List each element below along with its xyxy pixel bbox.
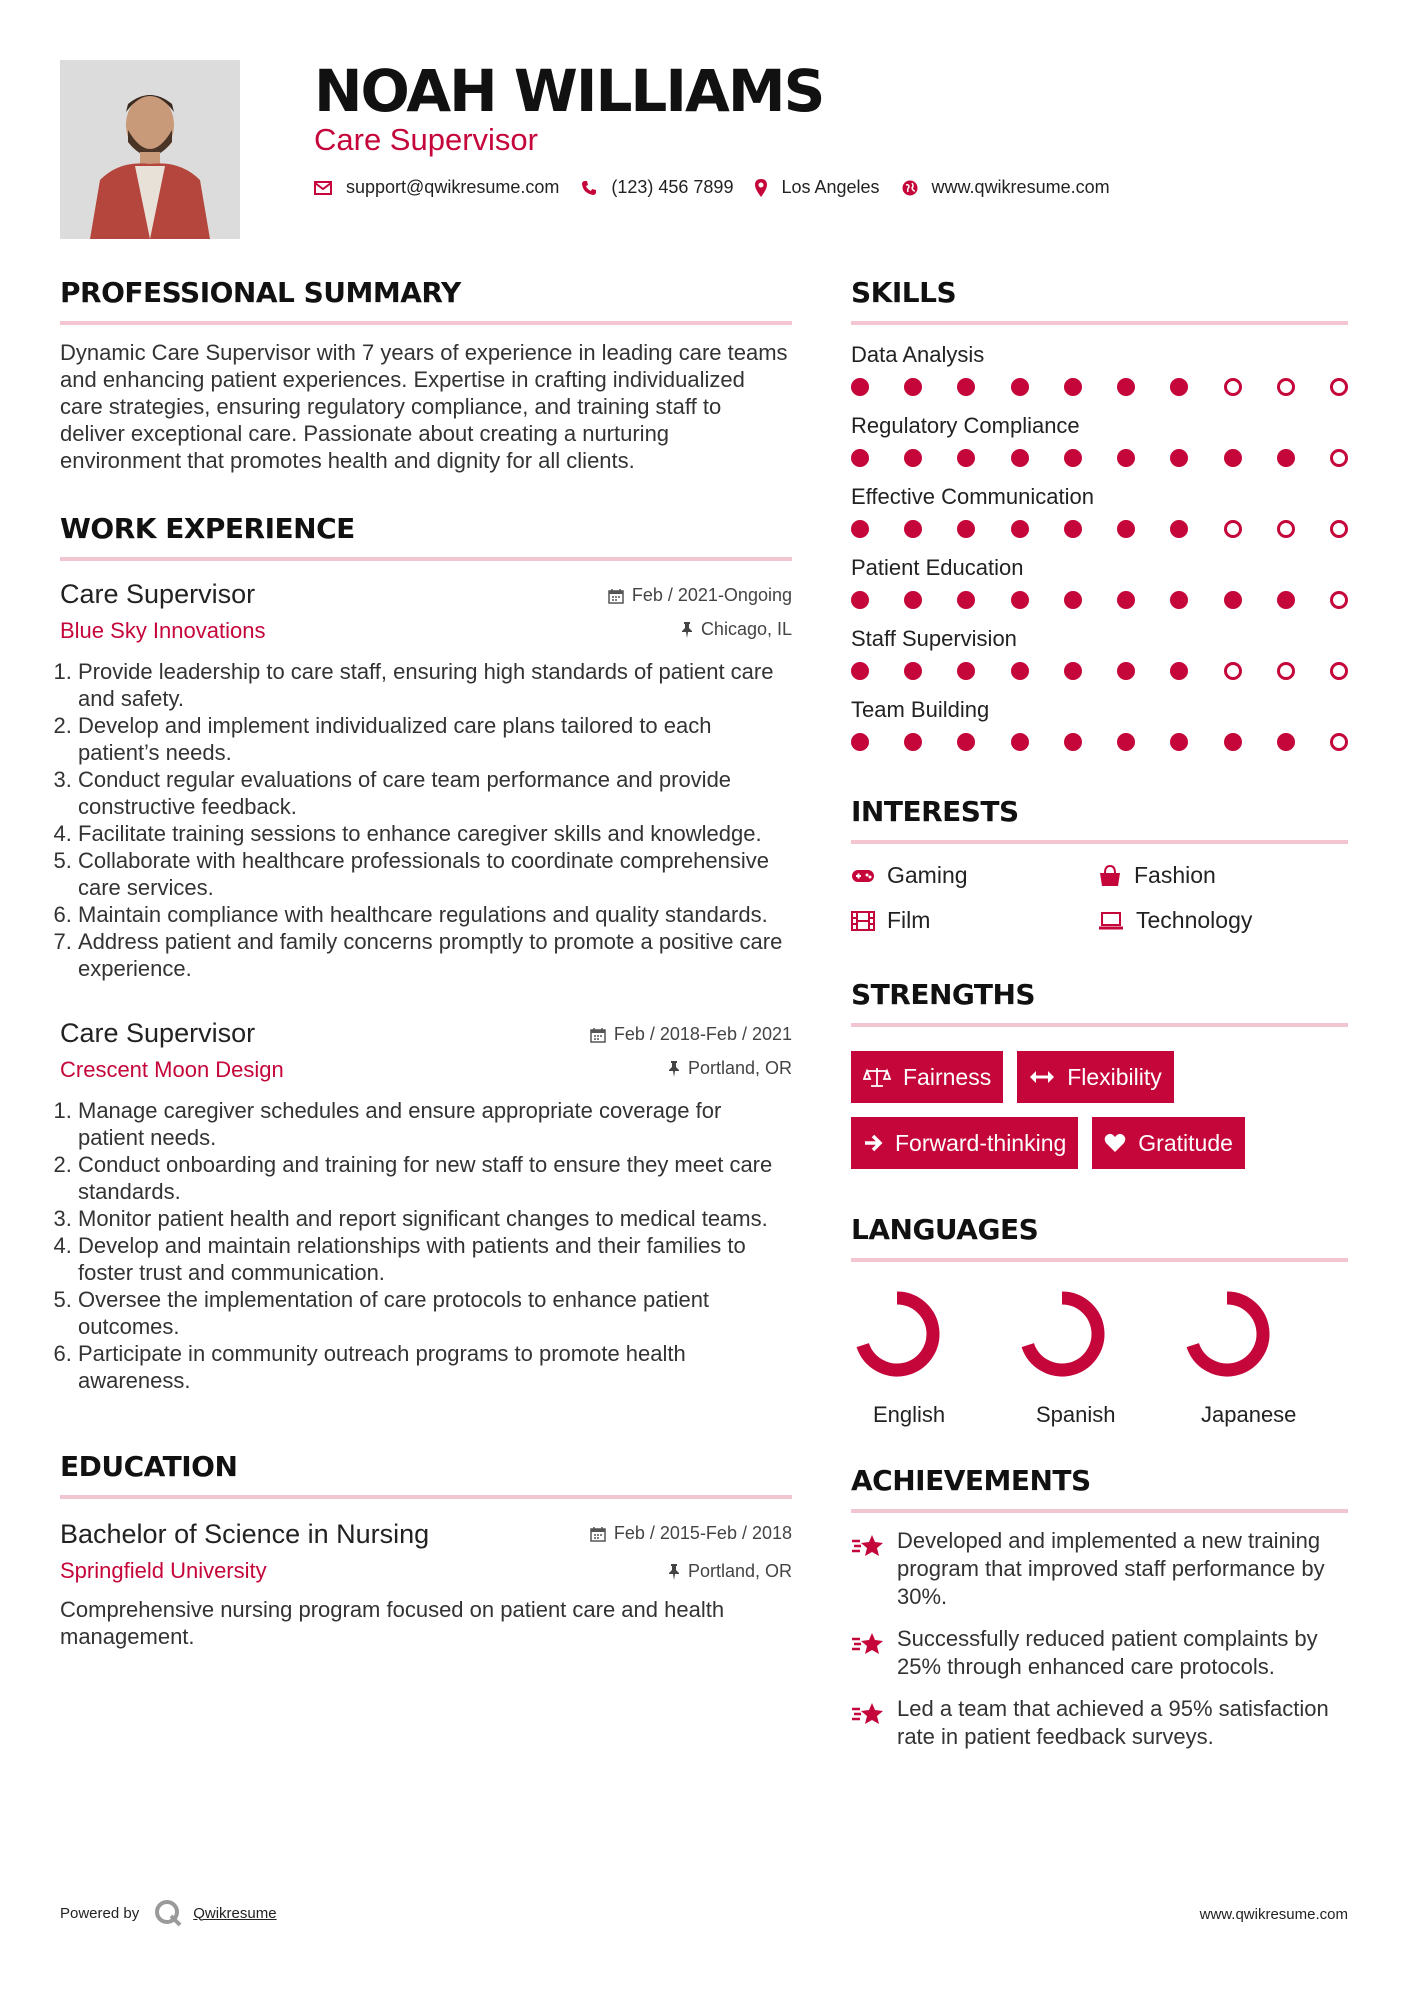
skill-dot-filled: [1117, 378, 1135, 396]
skill-dot-filled: [1117, 591, 1135, 609]
language-level-arc: [863, 1298, 933, 1370]
skill-rating: [851, 520, 1348, 538]
contact-bar: [314, 177, 1132, 198]
skill-dot-filled: [851, 449, 869, 467]
skill-dot-filled: [851, 378, 869, 396]
skill-dot-filled: [957, 733, 975, 751]
skill-dot-filled: [904, 449, 922, 467]
summary-heading: PROFESSIONAL SUMMARY: [60, 276, 792, 325]
skill-dot-filled: [851, 662, 869, 680]
skill-dot-empty: [1330, 591, 1348, 609]
skill-dot-filled: [1064, 662, 1082, 680]
skill-dot-filled: [1011, 662, 1029, 680]
achievement-text: Led a team that achieved a 95% satisfaction rate in patient feedback surveys.: [897, 1696, 1329, 1749]
interest-label: Gaming: [887, 862, 968, 888]
skill-dot-filled: [957, 520, 975, 538]
pushpin-icon: [681, 622, 693, 638]
strength-tag: [851, 1051, 1003, 1103]
job-location-text: Portland, OR: [687, 1058, 792, 1078]
strength-label: Forward-thinking: [895, 1129, 1067, 1156]
skill-dot-empty: [1277, 662, 1295, 680]
skill-dot-filled: [851, 733, 869, 751]
language-item: [1181, 1288, 1346, 1428]
profile-photo-image: [60, 60, 240, 239]
balance-scale-icon: [863, 1066, 891, 1088]
interests-list: [851, 862, 1348, 934]
pushpin-icon: [668, 1564, 680, 1580]
skill-dot-empty: [1330, 662, 1348, 680]
interests-heading: INTERESTS: [851, 795, 1348, 844]
language-item: [851, 1288, 1016, 1428]
job-duty: 2. Develop and implement individualized care plans tailored to each patient’s needs.: [78, 712, 792, 766]
contact-location-text: Los Angeles: [781, 177, 880, 197]
candidate-name: NOAH WILLIAMS: [314, 57, 824, 125]
pushpin-icon: [668, 1061, 680, 1077]
calendar-icon: [590, 1526, 606, 1542]
interest-item: [1098, 862, 1348, 889]
summary-text: Dynamic Care Supervisor with 7 years of experience in leading care teams and enhancing patient experiences. Expertise in crafting individualized care strategies, ensuring regulatory compliance, and training staff to deliver exceptional care. Passionate about creating a nurturing environment that promotes health and dignity for all clients.: [60, 340, 788, 473]
right-column: [851, 276, 1348, 1751]
skill-name: Regulatory Compliance: [851, 413, 1080, 438]
skill-dot-empty: [1277, 520, 1295, 538]
job-location: [668, 1058, 792, 1079]
job-company: Blue Sky Innovations: [60, 618, 266, 643]
skill-name: Data Analysis: [851, 342, 985, 367]
contact-website[interactable]: [902, 177, 1110, 198]
skill-item: [851, 484, 1348, 538]
skill-item: [851, 626, 1348, 680]
skill-name: Patient Education: [851, 555, 1024, 580]
skill-name: Team Building: [851, 697, 990, 722]
achievements-list: [851, 1527, 1348, 1751]
job-duty: 6. Participate in community outreach programs to promote health awareness.: [78, 1340, 792, 1394]
skill-item: [851, 697, 1348, 751]
education-dates-text: Feb / 2015-Feb / 2018: [613, 1523, 792, 1543]
qwikresume-link[interactable]: Qwikresume: [193, 1904, 277, 1922]
achievement-item: [851, 1695, 1348, 1751]
language-level-ring: [851, 1288, 961, 1388]
strength-label: Fairness: [903, 1063, 992, 1090]
strength-label: Flexibility: [1067, 1063, 1162, 1090]
achievements-heading: ACHIEVEMENTS: [851, 1464, 1348, 1513]
skill-dot-empty: [1330, 733, 1348, 751]
skill-dot-filled: [1011, 449, 1029, 467]
skill-name: Effective Communication: [851, 484, 1094, 509]
shopping-bag-icon: [1098, 865, 1122, 887]
skill-dot-empty: [1330, 520, 1348, 538]
education-location-text: Portland, OR: [687, 1561, 792, 1581]
job-duty: 5. Collaborate with healthcare professionals to coordinate comprehensive care services.: [78, 847, 792, 901]
gamepad-icon: [851, 868, 875, 884]
job-title: Care Supervisor: [60, 579, 256, 609]
left-column: [60, 276, 792, 1650]
skill-dot-filled: [904, 662, 922, 680]
skill-dot-filled: [957, 591, 975, 609]
arrows-horizontal-icon: [1029, 1070, 1055, 1084]
job-duty: 3. Conduct regular evaluations of care team performance and provide constructive feedback.: [78, 766, 792, 820]
interest-item: [851, 907, 1098, 934]
language-item: [1016, 1288, 1181, 1428]
strengths-list: [851, 1051, 1348, 1169]
shooting-star-icon: [851, 1629, 885, 1657]
interest-label: Film: [887, 907, 931, 933]
skill-dot-empty: [1224, 662, 1242, 680]
skill-rating: [851, 449, 1348, 467]
skill-dot-filled: [1011, 733, 1029, 751]
profile-photo: [60, 60, 240, 239]
languages-list: [851, 1288, 1348, 1428]
skill-dot-empty: [1330, 378, 1348, 396]
skill-rating: [851, 733, 1348, 751]
skill-dot-filled: [904, 520, 922, 538]
skill-item: [851, 555, 1348, 609]
skill-dot-empty: [1224, 378, 1242, 396]
footer-powered-by: [60, 1898, 277, 1928]
skill-dot-filled: [1170, 733, 1188, 751]
job-location-text: Chicago, IL: [700, 619, 792, 639]
job-dates-text: Feb / 2018-Feb / 2021: [613, 1024, 792, 1044]
job-title: Care Supervisor: [60, 1018, 256, 1048]
skill-rating: [851, 591, 1348, 609]
skill-dot-filled: [1170, 449, 1188, 467]
language-level-ring: [1016, 1288, 1126, 1388]
skill-dot-filled: [851, 591, 869, 609]
contact-location: [755, 177, 879, 198]
envelope-icon: [314, 181, 332, 195]
skill-dot-filled: [1117, 662, 1135, 680]
job-duty: 3. Monitor patient health and report significant changes to medical teams.: [78, 1205, 792, 1232]
skill-item: [851, 413, 1348, 467]
skill-dot-empty: [1224, 520, 1242, 538]
job-duty: 6. Maintain compliance with healthcare regulations and quality standards.: [78, 901, 792, 928]
shooting-star-icon: [851, 1531, 885, 1559]
job-entry: [60, 1018, 792, 1394]
achievement-text: Developed and implemented a new training program that improved staff performance by 30%.: [897, 1528, 1325, 1609]
languages-heading: LANGUAGES: [851, 1213, 1348, 1262]
powered-by-label: Powered by: [60, 1904, 140, 1922]
education-heading: EDUCATION: [60, 1450, 792, 1499]
phone-icon: [581, 180, 597, 196]
job-duty: 2. Conduct onboarding and training for new staff to ensure they meet care standards.: [78, 1151, 792, 1205]
skill-dot-filled: [1277, 733, 1295, 751]
skill-dot-filled: [1064, 733, 1082, 751]
skill-dot-filled: [1117, 520, 1135, 538]
experience-heading: WORK EXPERIENCE: [60, 512, 792, 561]
job-duties: [60, 658, 792, 982]
contact-phone-text: (123) 456 7899: [611, 177, 734, 197]
language-level-arc: [1193, 1298, 1263, 1370]
footer-website[interactable]: www.qwikresume.com: [1199, 1906, 1348, 1923]
skill-dot-filled: [957, 378, 975, 396]
arrow-right-icon: [863, 1133, 883, 1153]
laptop-icon: [1098, 912, 1124, 930]
qwikresume-logo-icon: [153, 1898, 183, 1928]
calendar-icon: [590, 1027, 606, 1043]
skill-dot-filled: [1170, 378, 1188, 396]
skill-dot-filled: [1170, 591, 1188, 609]
skills-heading: SKILLS: [851, 276, 1348, 325]
skill-dot-filled: [1277, 449, 1295, 467]
skill-dot-filled: [1064, 591, 1082, 609]
skill-dot-filled: [1170, 662, 1188, 680]
skill-dot-filled: [1170, 520, 1188, 538]
skill-dot-filled: [1224, 591, 1242, 609]
film-icon: [851, 911, 875, 931]
interest-label: Technology: [1136, 907, 1253, 933]
education-location: [668, 1561, 792, 1582]
job-entry: [60, 579, 792, 982]
skill-dot-filled: [1277, 591, 1295, 609]
contact-email-text: support@qwikresume.com: [346, 177, 560, 197]
interest-item: [851, 862, 1098, 889]
skill-dot-filled: [1117, 733, 1135, 751]
job-duty: 1. Manage caregiver schedules and ensure appropriate coverage for patient needs.: [78, 1097, 792, 1151]
education-entry: [60, 1519, 792, 1650]
education-school: Springfield University: [60, 1558, 267, 1583]
strength-label: Gratitude: [1138, 1129, 1233, 1156]
globe-icon: [902, 180, 918, 196]
job-duty: 4. Develop and maintain relationships with patients and their families to foster trust and communication.: [78, 1232, 792, 1286]
strength-tag: [851, 1117, 1078, 1169]
job-dates-text: Feb / 2021-Ongoing: [631, 585, 792, 605]
language-level-arc: [1028, 1298, 1098, 1370]
skill-item: [851, 342, 1348, 396]
job-company: Crescent Moon Design: [60, 1057, 284, 1082]
education-degree: Bachelor of Science in Nursing: [60, 1519, 430, 1549]
strengths-heading: STRENGTHS: [851, 978, 1348, 1027]
job-dates: [590, 1024, 792, 1045]
job-location: [681, 619, 792, 640]
achievement-text: Successfully reduced patient complaints by 25% through enhanced care protocols.: [897, 1626, 1318, 1679]
skill-dot-filled: [957, 662, 975, 680]
candidate-role: Care Supervisor: [314, 122, 538, 157]
skill-dot-empty: [1277, 378, 1295, 396]
skill-dot-empty: [1330, 449, 1348, 467]
language-name: English: [873, 1402, 946, 1427]
skill-dot-filled: [904, 591, 922, 609]
skill-name: Staff Supervision: [851, 626, 1017, 651]
skill-dot-filled: [1064, 520, 1082, 538]
achievement-item: [851, 1527, 1348, 1611]
job-duty: 5. Oversee the implementation of care protocols to enhance patient outcomes.: [78, 1286, 792, 1340]
skill-rating: [851, 662, 1348, 680]
map-pin-icon: [755, 179, 767, 197]
skill-dot-filled: [957, 449, 975, 467]
skill-dot-filled: [904, 378, 922, 396]
strength-tag: [1017, 1051, 1174, 1103]
job-duty: 7. Address patient and family concerns promptly to promote a positive care experience.: [78, 928, 792, 982]
job-duty: 1. Provide leadership to care staff, ensuring high standards of patient care and safety.: [78, 658, 792, 712]
skill-dot-filled: [1224, 733, 1242, 751]
language-name: Spanish: [1036, 1402, 1116, 1427]
job-dates: [608, 585, 792, 606]
skill-dot-filled: [1064, 449, 1082, 467]
skill-dot-filled: [904, 733, 922, 751]
shooting-star-icon: [851, 1699, 885, 1727]
skill-rating: [851, 378, 1348, 396]
education-description: Comprehensive nursing program focused on patient care and health management.: [60, 1597, 725, 1649]
calendar-icon: [608, 588, 624, 604]
language-level-ring: [1181, 1288, 1291, 1388]
job-duty: 4. Facilitate training sessions to enhance caregiver skills and knowledge.: [78, 820, 792, 847]
interest-item: [1098, 907, 1348, 934]
skill-dot-filled: [1011, 591, 1029, 609]
skill-dot-filled: [1011, 378, 1029, 396]
skill-dot-filled: [1011, 520, 1029, 538]
skill-dot-filled: [1224, 449, 1242, 467]
achievement-item: [851, 1625, 1348, 1681]
skill-dot-filled: [851, 520, 869, 538]
heart-icon: [1104, 1133, 1126, 1153]
education-dates: [590, 1523, 792, 1544]
contact-website-text: www.qwikresume.com: [931, 177, 1110, 197]
contact-email[interactable]: [314, 177, 559, 198]
skill-dot-filled: [1117, 449, 1135, 467]
skills-list: [851, 342, 1348, 751]
interest-label: Fashion: [1134, 862, 1216, 888]
strength-tag: [1092, 1117, 1245, 1169]
language-name: Japanese: [1201, 1402, 1297, 1427]
skill-dot-filled: [1064, 378, 1082, 396]
contact-phone[interactable]: [581, 177, 733, 198]
job-duties: [60, 1097, 792, 1394]
